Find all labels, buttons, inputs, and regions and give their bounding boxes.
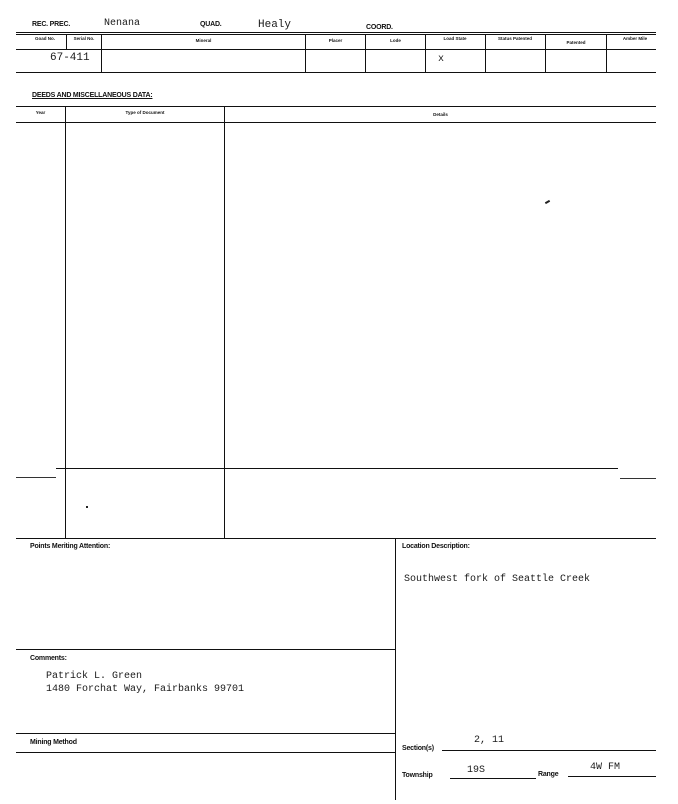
quad-value: Healy — [258, 19, 292, 31]
points-label: Points Meriting Attention: — [30, 543, 111, 550]
deeds-col-sep-type — [224, 106, 225, 538]
location-value: Southwest fork of Seattle Creek — [404, 574, 591, 585]
col-header-mineral: Mineral — [195, 38, 212, 43]
comments-label: Comments: — [30, 655, 67, 662]
scan-artifact-line — [56, 468, 618, 469]
deeds-col-sep-year — [65, 106, 66, 538]
claims-top-rule — [16, 34, 656, 35]
location-label: Location Description: — [402, 543, 470, 550]
load-state-mark: x — [438, 54, 445, 65]
quad-label: QUAD. — [200, 21, 222, 28]
col-header-placer: Placer — [328, 38, 343, 43]
deeds-header-details: Details — [433, 112, 448, 117]
claims-bottom-rule — [16, 72, 656, 73]
header-rule — [16, 32, 656, 33]
col-header-goad-no: Goad No. — [35, 36, 55, 41]
deeds-header-type: Type of Document — [125, 110, 165, 115]
col-header-load-state: Load State — [443, 36, 467, 41]
coord-label: COORD. — [366, 24, 393, 31]
col-sep — [606, 34, 607, 72]
township-value: 19S — [467, 765, 486, 776]
deeds-header-year: Year — [35, 110, 46, 115]
scan-artifact-line — [16, 477, 56, 478]
sections-underline — [442, 750, 656, 751]
col-header-amber-mile: Amber Mile — [622, 36, 648, 41]
township-label: Township — [402, 772, 433, 779]
rec-prec-value: Nenana — [104, 18, 141, 29]
range-underline — [568, 776, 656, 777]
deeds-top-rule — [16, 106, 656, 107]
col-header-serial-no: Serial No. — [73, 36, 95, 41]
range-label: Range — [538, 771, 559, 778]
sections-label: Section(s) — [402, 745, 434, 752]
scan-artifact-line — [620, 478, 656, 479]
lower-vertical-divider — [395, 538, 396, 800]
scan-speck — [86, 506, 88, 508]
claims-header-rule — [16, 49, 656, 50]
sections-value: 2, 11 — [474, 735, 505, 746]
col-sep — [485, 34, 486, 72]
township-underline — [450, 778, 536, 779]
lower-top-rule — [16, 538, 656, 539]
comments-line-2: 1480 Forchat Way, Fairbanks 99701 — [46, 684, 245, 695]
col-header-lode: Lode — [390, 38, 401, 43]
col-header-status-patented: Status Patented — [497, 36, 532, 41]
mining-top-rule — [16, 733, 395, 734]
comments-line-1: Patrick L. Green — [46, 671, 143, 682]
scan-speck — [545, 200, 550, 204]
serial-no-value: 67-411 — [50, 52, 90, 64]
mining-bottom-rule — [16, 752, 395, 753]
rec-prec-label: REC. PREC. — [32, 21, 71, 28]
deeds-header-rule — [16, 122, 656, 123]
range-value: 4W FM — [590, 762, 621, 773]
col-header-patented: Patented — [566, 40, 586, 45]
comments-top-rule — [16, 649, 395, 650]
deeds-heading: DEEDS AND MISCELLANEOUS DATA: — [32, 92, 153, 99]
col-sep — [425, 34, 426, 72]
mining-method-label: Mining Method — [30, 739, 77, 746]
